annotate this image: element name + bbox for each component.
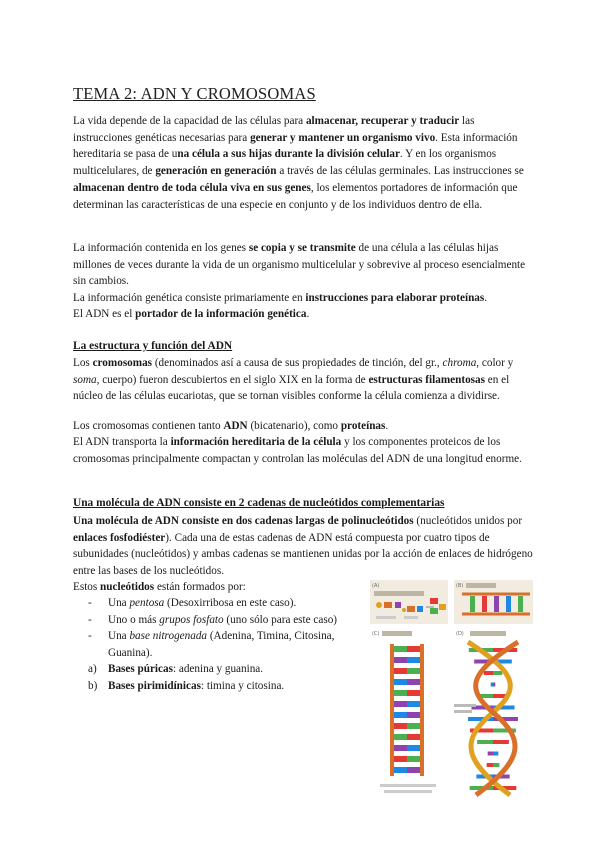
intro-paragraph-3: [73, 290, 535, 307]
bold-text: enlaces fosfodiéster: [73, 531, 166, 544]
list-marker: -: [88, 630, 92, 643]
text-run: de una célula a las células hijas millones de veces durante la vida de un organismo multicelular y sobrevive al proceso esencialmente sin cambios.: [73, 242, 526, 288]
text-run: Los: [73, 357, 93, 369]
base-A: [394, 690, 407, 696]
panel-label-d: (D): [456, 631, 464, 637]
list-marker: b): [88, 679, 98, 692]
intro-paragraph-1: [73, 113, 535, 213]
panel-d: [454, 628, 533, 802]
italic-text: chroma: [442, 357, 477, 369]
text-run: La información contenida en los genes: [73, 242, 249, 254]
panel-c: [370, 628, 448, 802]
panel-a: [370, 580, 448, 624]
panel-label-c: (C): [372, 631, 380, 637]
text-run: : timina y citosina.: [200, 679, 285, 692]
list-item-text: [108, 597, 296, 609]
text-run: , color y: [476, 357, 514, 369]
text-run: están formados por:: [154, 581, 246, 593]
base-G: [394, 745, 407, 751]
bold-text: portador de la información genética: [135, 308, 307, 320]
list-marker: a): [88, 663, 97, 676]
base-C: [407, 701, 420, 707]
text-run: .: [385, 420, 389, 432]
text-run: , los elementos portadores de información que determinan las características de una especie en conjunto y de los individuos dentro de ella.: [73, 181, 518, 211]
text-run: El ADN transporta la: [73, 436, 171, 448]
text-run: (denominados así a causa de sus propiedades de tinción, del gr.,: [152, 357, 443, 369]
page-title: TEMA 2: ADN Y CROMOSOMAS: [73, 84, 316, 104]
base-G: [394, 657, 407, 663]
section-heading-structure: La estructura y función del ADN: [73, 340, 233, 352]
helix-base-G: [488, 752, 493, 756]
base-A: [407, 756, 420, 762]
text-run: Uno o más: [108, 613, 160, 626]
helix-base-C: [493, 752, 498, 756]
text-run: (bicatenario), como: [247, 420, 341, 432]
base-G: [407, 767, 420, 773]
text-run: El ADN es el: [73, 308, 136, 320]
section2-paragraph-1: [73, 513, 535, 580]
list-marker: -: [88, 613, 92, 626]
base-A: [394, 734, 407, 740]
list-item: [73, 661, 373, 678]
list-item-text: [108, 663, 263, 675]
helix-base-C: [491, 683, 493, 687]
list-item-text: [108, 614, 337, 626]
base-A: [407, 668, 420, 674]
bold-text: estructuras filamentosas: [368, 373, 485, 386]
base-G: [407, 679, 420, 685]
text-run: .: [484, 292, 488, 304]
base-T: [407, 734, 420, 740]
text-run: . Y en los organismos multicelulares, de: [73, 148, 497, 178]
bold-text: na célula a sus hijas durante la división celular: [177, 148, 400, 161]
base-C: [394, 767, 407, 773]
base-A: [407, 723, 420, 729]
text-run: las instrucciones genéticas necesarias para: [73, 115, 475, 144]
helix-base-A: [493, 671, 502, 675]
list-marker: -: [88, 597, 92, 609]
text-run: (nucleótidos unidos por: [413, 515, 523, 527]
text-run: en el núcleo de las células eucariotas, que se tornan visibles conforme la célula comienza a dividirse.: [73, 373, 510, 403]
list-item: [73, 628, 373, 661]
helix-base-A: [493, 763, 499, 767]
text-run: Una: [108, 597, 130, 609]
text-run: La información genética consiste primariamente en: [73, 292, 306, 304]
italic-text: soma: [73, 373, 97, 386]
text-run: (Adenina, Timina, Citosina, Guanina).: [108, 630, 335, 659]
base-G: [407, 712, 420, 718]
bold-text: ADN: [223, 420, 248, 432]
bold-text: almacenar, recuperar y traducir: [305, 115, 460, 127]
list-item-text: [108, 680, 284, 692]
bold-text: nucleótidos: [100, 581, 155, 593]
base-C: [407, 657, 420, 663]
base-T: [407, 646, 420, 652]
bold-text: almacenan dentro de toda célula viva en sus genes: [73, 181, 311, 194]
panel-b: [454, 580, 533, 624]
base-C: [394, 679, 407, 685]
intro-paragraph-2: [73, 240, 535, 290]
base-T: [394, 668, 407, 674]
text-run: , cuerpo) fueron descubiertos en el siglo XIX en la forma de: [96, 373, 369, 386]
list-item: [73, 678, 373, 695]
base-T: [394, 723, 407, 729]
text-run: Una: [108, 630, 130, 643]
helix-base-G: [493, 683, 495, 687]
base-C: [394, 712, 407, 718]
list-item: [73, 612, 373, 629]
base-A: [394, 646, 407, 652]
base-C: [407, 745, 420, 751]
panel-label-a: (A): [372, 583, 380, 589]
bold-text: Una molécula de ADN consiste en dos cadenas largas de polinucleótidos: [73, 515, 414, 527]
italic-text: base nitrogenada: [129, 630, 208, 643]
text-run: ). Cada una de estas cadenas de ADN está compuesta por cuatro tipos de subunidades (nucleótidos) y ambas cadenas se mantienen unidas por la acción de enlaces de hidrógeno entre las bases de los nucleótidos.: [73, 531, 533, 578]
base-T: [394, 756, 407, 762]
bold-text: Bases pirimidínicas: [108, 679, 201, 692]
helix-base-T: [484, 671, 493, 675]
bold-text: instrucciones para elaborar proteínas: [305, 292, 485, 304]
bold-text: se copia y se transmite: [248, 242, 356, 254]
panel-label-b: (B): [456, 583, 464, 589]
list-item-text: [108, 630, 334, 659]
bold-text: generación en generación: [155, 165, 277, 178]
text-run: y los componentes proteicos de los cromosomas principalmente compactan y controlan las moléculas del ADN de una longitud enorme.: [73, 436, 522, 465]
helix-base-T: [487, 763, 493, 767]
nucleotide-components-list: [73, 595, 373, 695]
text-run: a través de las células germinales. Las instrucciones se: [276, 165, 524, 178]
section1-paragraph-2: [73, 418, 535, 435]
bold-text: Bases púricas: [108, 663, 173, 676]
section2-paragraph-2: [73, 579, 373, 596]
text-run: (Desoxirribosa en este caso).: [164, 597, 297, 609]
section1-paragraph-3: [73, 434, 535, 467]
section1-paragraph-1: [73, 355, 535, 405]
italic-text: grupos fosfato: [159, 613, 224, 626]
text-run: .: [306, 308, 310, 320]
text-run: . Esta información hereditaria se pasa de u: [73, 131, 518, 161]
dna-structure-figure: [370, 580, 533, 802]
base-G: [394, 701, 407, 707]
text-run: : adenina y guanina.: [172, 663, 264, 676]
section-heading-molecule: Una molécula de ADN consiste en 2 cadenas de nucleótidos complementarias: [73, 497, 445, 509]
text-run: (uno sólo para este caso): [223, 613, 338, 626]
intro-paragraph-4: [73, 306, 535, 323]
text-run: Estos: [73, 581, 101, 593]
text-run: Los cromosomas contienen tanto: [73, 420, 224, 432]
helix-base-A: [477, 740, 493, 744]
bold-text: proteínas: [340, 420, 386, 432]
helix-base-T: [493, 740, 509, 744]
italic-text: pentosa: [129, 597, 165, 609]
list-item: [73, 595, 373, 612]
base-T: [407, 690, 420, 696]
bold-text: información hereditaria de la célula: [170, 436, 342, 448]
text-run: La vida depende de la capacidad de las células para: [73, 115, 306, 127]
bold-text: generar y mantener un organismo vivo: [250, 131, 436, 144]
bold-text: cromosomas: [92, 357, 153, 369]
